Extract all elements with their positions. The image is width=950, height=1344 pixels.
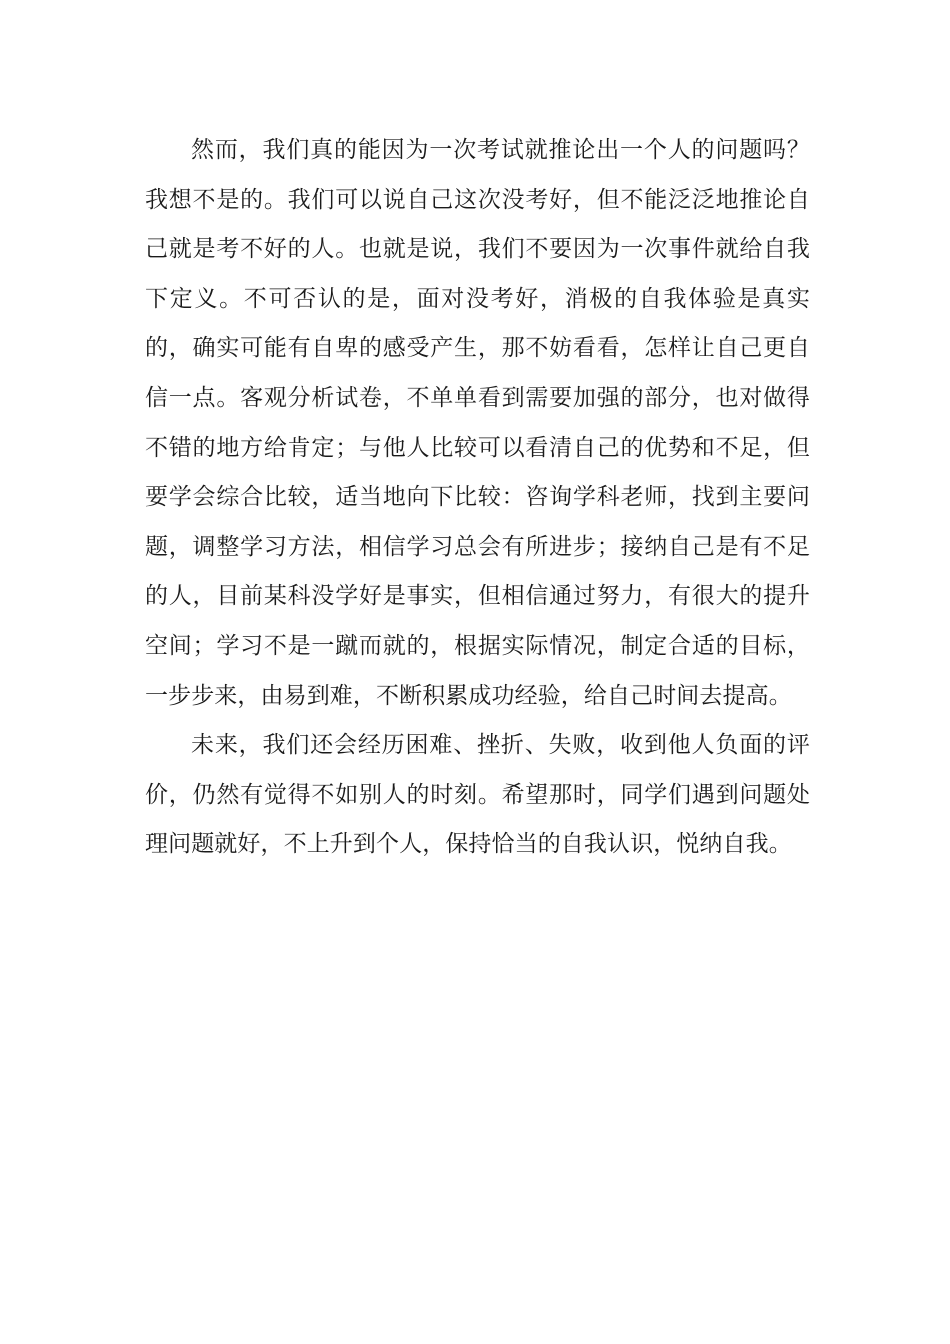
document-body [145, 126, 810, 870]
paragraph-1: 然而，我们真的能因为一次考试就推论出一个人的问题吗？我想不是的。我们可以说自己这次没考好，但不能泛泛地推论自己就是考不好的人。也就是说，我们不要因为一次事件就给自我下定义。不可否认的是，面对没考好，消极的自我体验是真实的，确实可能有自卑的感受产生，那不妨看看，怎样让自己更自信一点。客观分析试卷，不单单看到需要加强的部分，也对做得不错的地方给肯定；与他人比较可以看清自己的优势和不足，但要学会综合比较，适当地向下比较：咨询学科老师，找到主要问题，调整学习方法，相信学习总会有所进步；接纳自己是有不足的人，目前某科没学好是事实，但相信通过努力，有很大的提升空间；学习不是一蹴而就的，根据实际情况，制定合适的目标，一步步来，由易到难，不断积累成功经验，给自己时间去提高。 [145, 137, 810, 709]
paragraph-2: 未来，我们还会经历困难、挫折、失败，收到他人负面的评价，仍然有觉得不如别人的时刻。希望那时，同学们遇到问题处理问题就好，不上升到个人，保持恰当的自我认识，悦纳自我。 [145, 732, 810, 858]
